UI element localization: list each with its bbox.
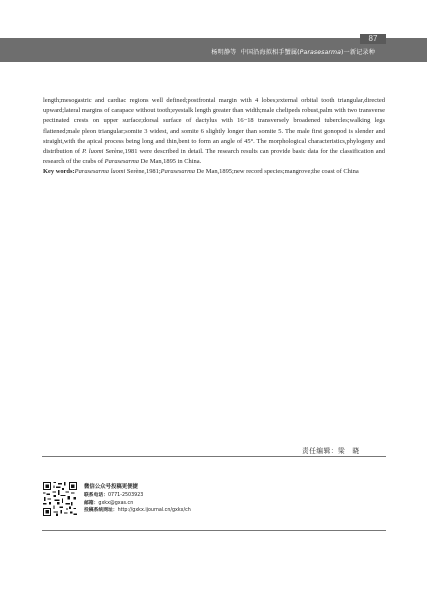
phone-label: 联系电话： [84,493,108,499]
page-number: 87 [360,34,386,44]
keyword-genus: Parasesarma [160,168,196,176]
running-header [211,49,375,57]
phone-value: 0771-2503923 [108,493,144,499]
keyword-author: Serène,1981; [125,168,161,176]
email-link[interactable]: gxkx@gxas.cn [98,500,134,506]
abstract-text-1: length;mesogastric and cardiac regions well defined;postfrontal margin with 4 lobes;external orbital tooth triangular,directed upward;lateral margins of carapace without tooth;eyestalk length greater than width;male chelipeds robust,palm with two transverse pectinated crests on upper surface;dorsal surface of dactylus with 16−18 transversely broadened tubercles;walking legs flattened;male pleon triangular;somite 3 widest, and somite 6 slightly longer than somite 5. The male first gonopod is slender and straight,with the apical process being long and thin,bent to form an angle of 45°. The morphological characteristics,phylogeny and distribution of [43,97,385,156]
footer-divider-bottom [42,530,386,531]
keywords [43,167,385,177]
keyword-species: Parasesarma luomi [74,168,126,176]
running-header-title-suffix: )一新记录种 [341,49,375,56]
abstract-body [43,96,385,178]
running-header-title-prefix: 中国沿海拟相手蟹属( [240,49,300,56]
abstract-text-3: De Man,1895 in China. [139,158,202,166]
abstract-text-2: Serène,1981 were described in detail. The research results can provide basic data for the classification and research of the crabs of [43,148,386,166]
footer-title: 微信公众号投稿更便捷 [84,484,138,490]
footer-phone [84,492,191,500]
genus-name: Parasesarma [104,158,140,166]
footer-divider-top [42,456,386,457]
footer-contact-info [84,484,191,515]
species-name: P. luomi [82,148,104,156]
email-label: 邮箱： [84,500,99,506]
abstract-paragraph [43,96,385,167]
running-header-authors: 杨明静等 [211,49,237,56]
running-header-genus: Parasesarma [299,49,342,56]
site-link[interactable]: http://gxkx.ijournal.cn/gxkx/ch [117,508,191,514]
responsible-editor: 责任编辑：梁 晓 [302,447,360,455]
footer-site [84,507,191,515]
keywords-label: Key words: [43,168,75,176]
qr-code-icon[interactable] [43,482,77,516]
footer-email [84,500,191,508]
keyword-rest: De Man,1895;new record species;mangrove;the coast of China [195,168,359,176]
site-label: 投稿系统网址： [84,508,118,514]
